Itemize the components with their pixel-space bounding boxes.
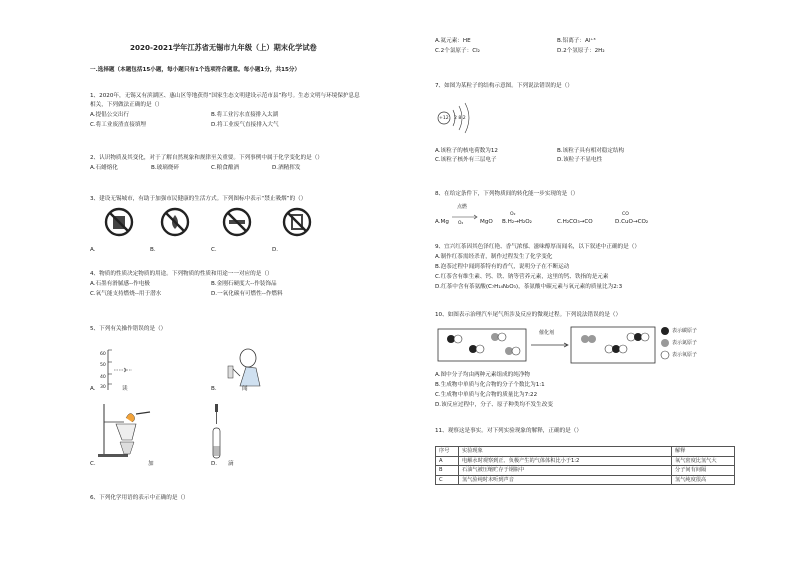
electron-shells: 2 8 2 <box>454 116 466 121</box>
row-explanation: 分子间有间隔 <box>672 466 735 476</box>
q7-option-b[interactable]: B.该粒子具有相对稳定结构 <box>557 148 625 154</box>
legend-carbon: 表示碳原子 <box>672 328 698 334</box>
q7-option-d[interactable]: D.该粒子不显电性 <box>557 157 603 163</box>
tick-50: 50 <box>100 363 106 368</box>
q2-option-c[interactable]: C.粮食酿酒 <box>211 165 240 171</box>
q9-option-d[interactable]: D.红茶中含有茶氨酸(C₇H₁₄N₂O₃)，茶氨酸中碳元素与氧元素的质量比为2:3 <box>435 284 623 290</box>
q9-option-b[interactable]: B.泡茶过程中闻到茶特有的香气，说明分子在不断运动 <box>435 264 570 270</box>
q8-option-a[interactable]: A.Mg <box>435 219 449 225</box>
q5-caption-a: 读 <box>122 386 128 392</box>
q1-option-a[interactable]: A.提倡公交出行 <box>90 112 130 118</box>
q6-option-a[interactable]: A.氦元素：HE <box>435 38 471 44</box>
q2-option-a[interactable]: A.石蜡熔化 <box>90 165 118 171</box>
q6-stem: 6、下列化学用语的表示中正确的是（） <box>90 495 189 501</box>
q4-stem: 4、物质的性质决定物质的用途。下列物质的性质和用途一一对应的是（） <box>90 271 273 277</box>
q4-option-a[interactable]: A.石墨有滑腻感--作电极 <box>90 281 150 287</box>
q8-co: CO <box>622 212 629 217</box>
row-phenomenon: 石油气被压缩贮存于钢瓶中 <box>459 466 672 476</box>
q5-stem: 5、下列有关操作错误的是（） <box>90 326 167 332</box>
q9-option-c[interactable]: C.红茶含有维生素、钙、铁、钠等营养元素，这里的钙、铁指的是元素 <box>435 274 609 280</box>
q4-option-b[interactable]: B.金刚石硬度大--作装饰品 <box>211 281 277 287</box>
table-row[interactable] <box>436 456 735 466</box>
q5-label-b: B. <box>211 386 217 392</box>
table-header-explanation: 解释 <box>672 447 735 457</box>
q4-option-d[interactable]: D.一氧化碳有可燃性--作燃料 <box>211 291 283 297</box>
q8-o2: O₂ <box>458 221 464 226</box>
table-header-phenomenon: 实验现象 <box>459 447 672 457</box>
q8-o2-b: O₂ <box>510 212 516 217</box>
q10-option-d[interactable]: D.该反应过程中，分子、原子种类均不发生改变 <box>435 402 553 408</box>
q5-label-d: D. <box>211 461 218 467</box>
q8-option-b[interactable]: B.H₂→H₂O₂ <box>502 219 532 225</box>
q3-label-b: B. <box>150 247 156 253</box>
q11-table <box>435 446 735 485</box>
table-row[interactable] <box>436 475 735 485</box>
q7-stem: 7、如图为某粒子的结构示意图。下列说法错误的是（） <box>435 83 573 89</box>
q9-stem: 9、宜兴红茶因其色泽红艳、香气浓郁、滋味醇厚而闻名，以下叙述中正确的是（） <box>435 244 640 250</box>
q5-label-c: C. <box>90 461 96 467</box>
q1-option-c[interactable]: C.将工业废渣直接填埋 <box>90 122 147 128</box>
q6-option-b[interactable]: B.铝离子：Al⁺³ <box>557 38 596 44</box>
table-header-index: 序号 <box>436 447 459 457</box>
q10-option-c[interactable]: C.生成物中单质与化合物的质量比为7:22 <box>435 392 538 398</box>
heating-apparatus-icon <box>96 400 152 460</box>
row-index: B <box>436 466 459 476</box>
tick-30: 30 <box>100 385 106 390</box>
q5-caption-c: 加 <box>148 461 154 467</box>
q11-stem: 11、观察这是事实。对下列实验现象的解释，正确的是（） <box>435 428 582 434</box>
row-phenomenon: 氢气验纯时未听到声音 <box>459 475 672 485</box>
row-index: C <box>436 475 459 485</box>
q4-option-c[interactable]: C.氧气能支持燃烧--用于潜水 <box>90 291 162 297</box>
legend-nitrogen: 表示氮原子 <box>672 340 698 346</box>
q1-option-b[interactable]: B.将工业污水直接排入太湖 <box>211 112 279 118</box>
q8-stem: 8、在给定条件下，下列物质间的转化能一步实现的是（） <box>435 191 579 197</box>
q5-caption-b: 闻 <box>242 386 248 392</box>
q5-caption-d: 滴 <box>228 461 234 467</box>
q10-option-a[interactable]: A.图中分子均由两种元素组成的纯净物 <box>435 372 531 378</box>
no-smoking-sign-icon[interactable] <box>222 207 252 237</box>
q6-option-c[interactable]: C.2个氯原子：Cl₂ <box>435 48 480 54</box>
q8-option-d[interactable]: D.CuO→CO₂ <box>615 219 649 225</box>
row-explanation: 氢气纯度很高 <box>672 475 735 485</box>
q5-label-a: A. <box>90 386 96 392</box>
q1-stem-line1: 1、2020年，无锡又有滨湖区、惠山区等地获得“国家生态文明建设示范市县”称号。生态文明与环境保护息息 <box>90 93 360 99</box>
q2-option-b[interactable]: B.玻璃烧碎 <box>151 165 179 171</box>
q10-stem: 10、如图表示治理汽车尾气所涉及反应的微观过程。下列说法错误的是（） <box>435 312 622 318</box>
tick-60: 60 <box>100 352 106 357</box>
q6-option-d[interactable]: D.2个氢原子：2H₂ <box>557 48 605 54</box>
row-explanation: 氧气密度比氢气大 <box>672 456 735 466</box>
q3-label-c: C. <box>211 247 217 253</box>
table-row[interactable] <box>436 466 735 476</box>
q10-option-b[interactable]: B.生成物中单质与化合物的分子个数比为1:1 <box>435 382 545 388</box>
q7-option-c[interactable]: C.该粒子核外有三层电子 <box>435 157 497 163</box>
q3-label-a: A. <box>90 247 96 253</box>
row-index: A <box>436 456 459 466</box>
q1-option-d[interactable]: D.将工业废气直接排入大气 <box>211 122 279 128</box>
q2-stem: 2、认识物质及其变化，对于了解自然现象和规律至关重要。下列事例中属于化学变化的是（） <box>90 155 323 161</box>
legend-oxygen: 表示氧原子 <box>672 352 698 358</box>
exam-title: 2020-2021学年江苏省无锡市九年级（上）期末化学试卷 <box>130 43 317 52</box>
q2-option-d[interactable]: D.酒精挥发 <box>272 165 301 171</box>
q3-label-d: D. <box>272 247 279 253</box>
q3-stem: 3、建设无锡城市，有助于加强市民健康的生活方式。下列图标中表示“禁止吸烟”的（） <box>90 196 307 202</box>
row-phenomenon: 电解水时观察到正、负极产生的气体体积比小于1:2 <box>459 456 672 466</box>
q7-option-a[interactable]: A.该粒子的核电荷数为12 <box>435 148 498 154</box>
nucleus-charge: +12 <box>439 116 449 121</box>
q8-option-c[interactable]: C.H₂CO₃→CO <box>557 219 593 225</box>
right-page <box>397 0 794 562</box>
q9-option-a[interactable]: A.制作红茶需经杀青，制作过程发生了化学变化 <box>435 254 553 260</box>
no-pouring-sign-icon[interactable] <box>282 207 312 237</box>
catalyst-label: 催化剂 <box>539 330 555 336</box>
q8-option-a-product: MgO <box>480 219 493 225</box>
no-fire-sign-icon[interactable] <box>160 207 190 237</box>
section-heading: 一.选择题（本题包括15小题，每小题只有1个选项符合题意。每小题1分，共15分） <box>90 67 301 73</box>
q8-condition: 点燃 <box>457 204 468 210</box>
q8-arrow-a <box>452 208 478 222</box>
q1-stem-line2: 相关，下列做法正确的是（） <box>90 102 163 108</box>
dropper-test-tube-icon <box>208 402 228 460</box>
reaction-micro-diagram <box>437 325 677 369</box>
no-littering-sign-icon[interactable] <box>104 207 134 237</box>
tick-40: 40 <box>100 375 106 380</box>
